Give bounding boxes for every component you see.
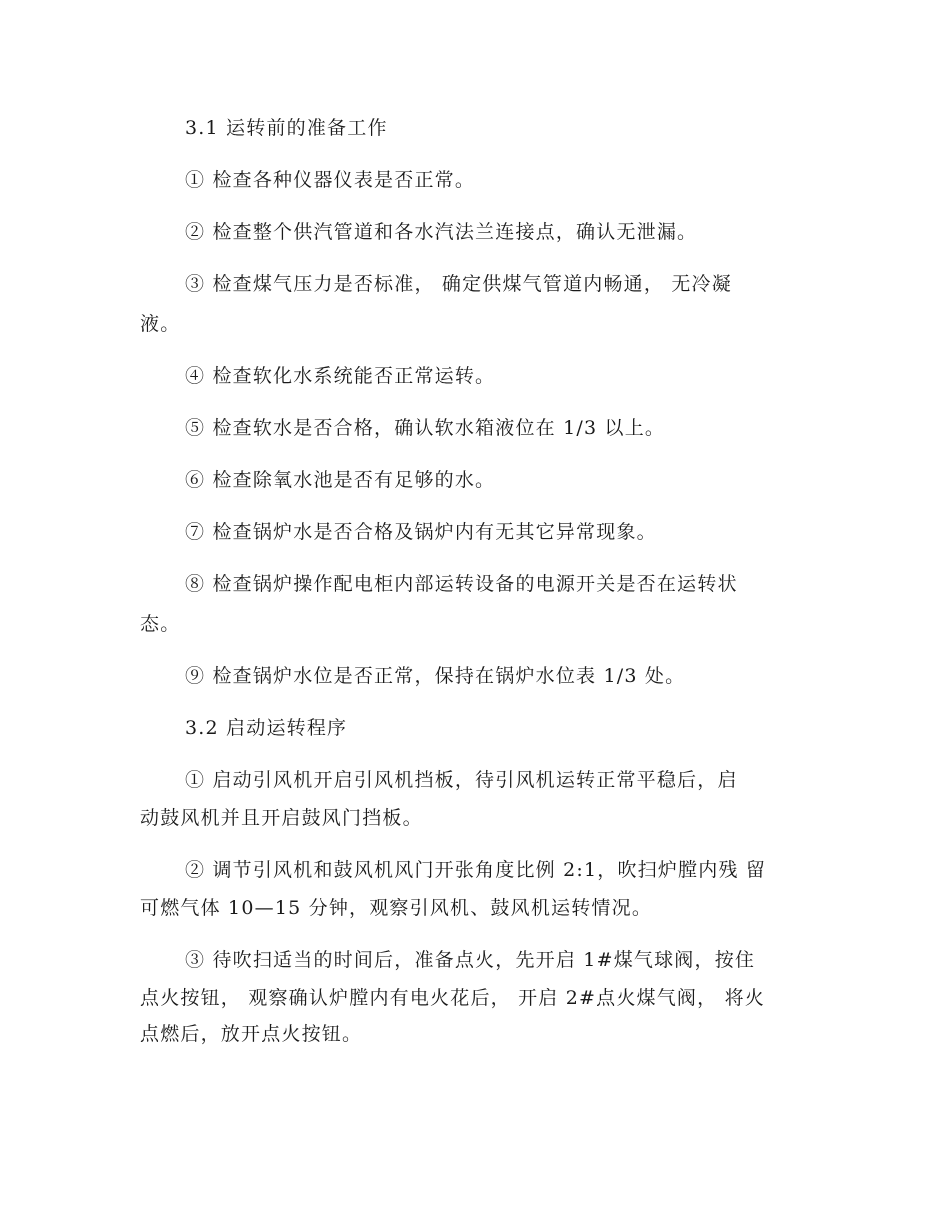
paragraph-start-fans: ① 启动引风机开启引风机挡板，待引风机运转正常平稳后，启 bbox=[185, 769, 738, 791]
paragraph-check-soft-water: ⑤ 检查软水是否合格，确认软水箱液位在 1/3 以上。 bbox=[185, 417, 666, 439]
paragraph-check-pipes: ② 检查整个供汽管道和各水汽法兰连接点，确认无泄漏。 bbox=[185, 221, 698, 243]
paragraph-check-cabinet-cont: 态。 bbox=[140, 613, 181, 635]
section-heading-3-1: 3.1 运转前的准备工作 bbox=[185, 117, 388, 139]
paragraph-check-boiler-water: ⑦ 检查锅炉水是否合格及锅炉内有无其它异常现象。 bbox=[185, 521, 657, 543]
paragraph-check-gas-pressure-cont: 液。 bbox=[140, 313, 181, 335]
paragraph-check-instruments: ① 检查各种仪器仪表是否正常。 bbox=[185, 169, 476, 191]
paragraph-adjust-dampers-cont: 可燃气体 10—15 分钟，观察引风机、鼓风机运转情况。 bbox=[140, 897, 653, 919]
paragraph-check-water-level: ⑨ 检查锅炉水位是否正常，保持在锅炉水位表 1/3 处。 bbox=[185, 665, 686, 687]
paragraph-adjust-dampers: ② 调节引风机和鼓风机风门开张角度比例 2:1，吹扫炉膛内残 留 bbox=[185, 859, 767, 881]
paragraph-ignition-cont-1: 点火按钮， 观察确认炉膛内有电火花后， 开启 2#点火煤气阀， 将火 bbox=[140, 987, 765, 1009]
paragraph-check-deaerator: ⑥ 检查除氧水池是否有足够的水。 bbox=[185, 469, 496, 491]
paragraph-check-gas-pressure: ③ 检查煤气压力是否标准， 确定供煤气管道内畅通， 无冷凝 bbox=[185, 273, 732, 295]
section-heading-3-2: 3.2 启动运转程序 bbox=[185, 717, 348, 739]
paragraph-check-cabinet: ⑧ 检查锅炉操作配电柜内部运转设备的电源开关是否在运转状 bbox=[185, 573, 738, 595]
paragraph-check-softener: ④ 检查软化水系统能否正常运转。 bbox=[185, 365, 496, 387]
paragraph-ignition: ③ 待吹扫适当的时间后，准备点火，先开启 1#煤气球阀，按住 bbox=[185, 949, 756, 971]
paragraph-start-fans-cont: 动鼓风机并且开启鼓风门挡板。 bbox=[140, 807, 423, 829]
paragraph-ignition-cont-2: 点燃后，放开点火按钮。 bbox=[140, 1023, 363, 1045]
